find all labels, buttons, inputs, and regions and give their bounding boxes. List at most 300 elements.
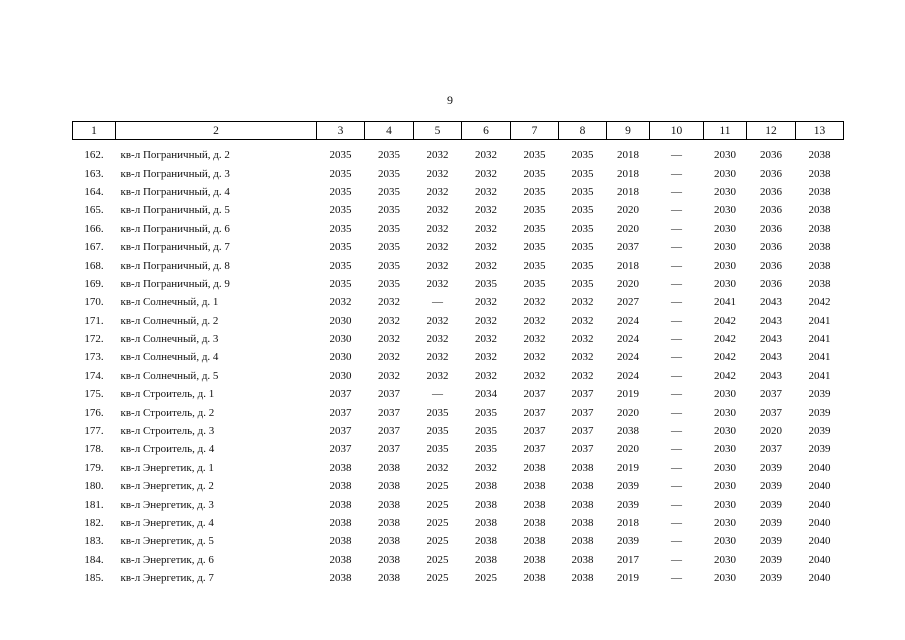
cell-col-7: 2038 (523, 535, 546, 548)
cell-col-10: — (671, 553, 682, 566)
table-row (73, 293, 844, 311)
cell-col-3: 2037 (329, 425, 352, 438)
cell-col-12: 2039 (760, 535, 782, 548)
cell-col-4: 2035 (378, 149, 400, 162)
cell-row-number: 180. (84, 480, 104, 493)
cell-col-10: — (671, 480, 682, 493)
cell-col-5: 2032 (426, 222, 449, 235)
cell-col-7: 2037 (523, 443, 546, 456)
column-header: 5 (414, 122, 462, 140)
table-row (73, 164, 844, 182)
table-row (73, 551, 844, 569)
cell-address: кв-л Солнечный, д. 2 (120, 314, 219, 327)
cell-address: кв-л Пограничный, д. 8 (120, 259, 230, 272)
cell-col-6: 2038 (475, 498, 497, 511)
cell-col-13: 2040 (808, 535, 831, 548)
cell-col-6: 2034 (475, 388, 497, 401)
cell-col-4: 2035 (378, 185, 400, 198)
cell-col-13: 2039 (808, 443, 831, 456)
cell-col-12: 2036 (760, 222, 782, 235)
cell-col-5: 2032 (426, 149, 449, 162)
cell-col-11: 2030 (714, 535, 736, 548)
cell-col-10: — (671, 443, 682, 456)
cell-col-13: 2042 (808, 296, 831, 309)
cell-address: кв-л Пограничный, д. 5 (120, 204, 230, 217)
cell-col-6: 2035 (475, 443, 497, 456)
cell-col-12: 2039 (760, 480, 782, 493)
column-header: 11 (704, 122, 747, 140)
cell-address: кв-л Пограничный, д. 3 (120, 167, 230, 180)
cell-col-12: 2039 (760, 517, 782, 529)
cell-col-10: — (671, 461, 682, 474)
cell-col-6: 2032 (475, 351, 497, 364)
table-row (73, 256, 844, 274)
cell-col-4: 2035 (378, 259, 400, 272)
cell-col-10: — (671, 333, 682, 346)
cell-col-13: 2038 (808, 222, 831, 235)
cell-col-13: 2040 (808, 480, 831, 493)
cell-col-5: 2032 (426, 369, 449, 382)
table-row (73, 403, 844, 421)
cell-address: кв-л Строитель, д. 1 (120, 388, 215, 401)
table-row (73, 348, 844, 366)
cell-col-13: 2040 (808, 517, 831, 529)
cell-col-10: — (671, 204, 682, 217)
cell-col-11: 2042 (714, 369, 736, 382)
cell-col-9: 2027 (617, 296, 639, 309)
cell-col-6: 2038 (475, 535, 497, 548)
cell-col-6: 2032 (475, 259, 497, 272)
cell-col-12: 2039 (760, 572, 782, 585)
cell-col-8: 2037 (571, 443, 594, 456)
cell-col-8: 2038 (571, 572, 594, 585)
table-row (73, 459, 844, 477)
cell-col-4: 2037 (378, 388, 400, 401)
cell-col-9: 2020 (617, 204, 639, 217)
cell-col-7: 2035 (523, 185, 546, 198)
cell-col-11: 2030 (714, 461, 736, 474)
column-header: 8 (559, 122, 607, 140)
table-row (73, 569, 844, 587)
cell-col-9: 2018 (617, 517, 639, 529)
cell-col-9: 2019 (617, 461, 639, 474)
cell-col-13: 2040 (808, 572, 831, 585)
table-row (73, 514, 844, 532)
cell-col-9: 2019 (617, 388, 639, 401)
cell-col-13: 2039 (808, 388, 831, 401)
cell-col-6: 2038 (475, 480, 497, 493)
cell-col-10: — (671, 222, 682, 235)
cell-col-7: 2035 (523, 259, 546, 272)
table-row (73, 440, 844, 458)
cell-col-8: 2032 (571, 333, 594, 346)
cell-col-3: 2038 (329, 517, 352, 529)
cell-row-number: 170. (84, 296, 104, 309)
cell-col-3: 2030 (329, 333, 352, 346)
cell-col-13: 2041 (808, 369, 831, 382)
cell-col-9: 2039 (617, 498, 639, 511)
cell-col-9: 2020 (617, 406, 639, 419)
cell-col-4: 2032 (378, 314, 400, 327)
column-header: 1 (73, 122, 116, 140)
cell-col-12: 2036 (760, 204, 782, 217)
cell-col-3: 2035 (329, 259, 352, 272)
cell-row-number: 181. (84, 498, 104, 511)
cell-col-7: 2032 (523, 314, 546, 327)
cell-address: кв-л Строитель, д. 2 (120, 406, 215, 419)
cell-address: кв-л Солнечный, д. 3 (120, 333, 219, 346)
cell-col-11: 2042 (714, 351, 736, 364)
cell-col-4: 2032 (378, 369, 400, 382)
cell-col-12: 2036 (760, 149, 782, 162)
cell-col-6: 2025 (475, 572, 497, 585)
cell-col-5: 2025 (426, 535, 449, 548)
cell-col-3: 2037 (329, 443, 352, 456)
cell-col-3: 2035 (329, 167, 352, 180)
cell-row-number: 177. (84, 425, 104, 438)
cell-col-5: 2025 (426, 517, 449, 529)
cell-col-3: 2030 (329, 314, 352, 327)
cell-col-6: 2035 (475, 425, 497, 438)
schedule-table (72, 121, 844, 587)
cell-col-6: 2032 (475, 461, 497, 474)
cell-col-3: 2038 (329, 572, 352, 585)
cell-col-13: 2040 (808, 498, 831, 511)
cell-col-6: 2032 (475, 241, 497, 254)
cell-col-7: 2038 (523, 553, 546, 566)
cell-col-3: 2038 (329, 535, 352, 548)
cell-col-7: 2032 (523, 296, 546, 309)
cell-col-3: 2032 (329, 296, 352, 309)
cell-col-10: — (671, 369, 682, 382)
cell-col-8: 2032 (571, 351, 594, 364)
cell-col-8: 2032 (571, 296, 594, 309)
cell-col-11: 2042 (714, 333, 736, 346)
cell-col-11: 2030 (714, 149, 736, 162)
cell-col-10: — (671, 425, 682, 438)
cell-col-9: 2018 (617, 185, 639, 198)
cell-col-13: 2041 (808, 314, 831, 327)
cell-col-5: — (432, 388, 443, 401)
cell-col-10: — (671, 388, 682, 401)
cell-col-8: 2035 (571, 259, 594, 272)
cell-col-13: 2038 (808, 185, 831, 198)
cell-col-4: 2035 (378, 222, 400, 235)
cell-col-11: 2030 (714, 222, 736, 235)
cell-col-8: 2037 (571, 406, 594, 419)
cell-col-6: 2038 (475, 553, 497, 566)
cell-col-4: 2035 (378, 204, 400, 217)
cell-row-number: 174. (84, 369, 104, 382)
cell-col-13: 2038 (808, 204, 831, 217)
cell-col-12: 2037 (760, 388, 782, 401)
cell-col-9: 2020 (617, 222, 639, 235)
cell-col-11: 2030 (714, 277, 736, 290)
cell-col-9: 2018 (617, 259, 639, 272)
cell-col-11: 2041 (714, 296, 736, 309)
cell-address: кв-л Энергетик, д. 5 (120, 535, 214, 548)
cell-col-8: 2038 (571, 461, 594, 474)
cell-col-5: 2035 (426, 443, 449, 456)
cell-col-9: 2024 (617, 333, 639, 346)
cell-address: кв-л Энергетик, д. 3 (120, 498, 214, 511)
page-number: 9 (447, 93, 453, 107)
cell-row-number: 164. (84, 185, 104, 198)
cell-col-4: 2038 (378, 517, 400, 529)
cell-col-10: — (671, 277, 682, 290)
column-header: 12 (747, 122, 796, 140)
cell-col-9: 2024 (617, 314, 639, 327)
cell-col-4: 2038 (378, 461, 400, 474)
cell-row-number: 183. (84, 535, 104, 548)
cell-col-9: 2017 (617, 553, 639, 566)
cell-col-10: — (671, 517, 682, 529)
cell-address: кв-л Энергетик, д. 4 (120, 517, 214, 529)
cell-col-12: 2043 (760, 314, 782, 327)
cell-col-12: 2039 (760, 553, 782, 566)
cell-col-3: 2030 (329, 369, 352, 382)
cell-col-3: 2038 (329, 480, 352, 493)
cell-col-7: 2035 (523, 167, 546, 180)
table-row (73, 275, 844, 293)
cell-col-4: 2038 (378, 480, 400, 493)
cell-col-5: 2032 (426, 241, 449, 254)
cell-address: кв-л Пограничный, д. 2 (120, 149, 230, 162)
cell-col-7: 2035 (523, 277, 546, 290)
cell-col-8: 2038 (571, 517, 594, 529)
cell-col-9: 2038 (617, 425, 639, 438)
cell-address: кв-л Пограничный, д. 4 (120, 185, 230, 198)
table-row (73, 330, 844, 348)
cell-row-number: 185. (84, 572, 104, 585)
cell-col-6: 2038 (475, 517, 497, 529)
cell-col-7: 2032 (523, 369, 546, 382)
cell-col-10: — (671, 351, 682, 364)
cell-col-13: 2041 (808, 351, 831, 364)
cell-row-number: 179. (84, 461, 104, 474)
cell-col-3: 2035 (329, 277, 352, 290)
cell-col-3: 2035 (329, 204, 352, 217)
cell-col-6: 2032 (475, 167, 497, 180)
cell-row-number: 167. (84, 241, 104, 254)
cell-col-4: 2037 (378, 425, 400, 438)
cell-col-8: 2035 (571, 277, 594, 290)
cell-col-9: 2039 (617, 480, 639, 493)
cell-row-number: 173. (84, 351, 104, 364)
cell-row-number: 165. (84, 204, 104, 217)
cell-row-number: 163. (84, 167, 104, 180)
cell-col-4: 2032 (378, 296, 400, 309)
cell-col-6: 2032 (475, 185, 497, 198)
cell-row-number: 182. (84, 517, 104, 529)
cell-col-10: — (671, 314, 682, 327)
cell-col-5: 2025 (426, 498, 449, 511)
cell-col-12: 2039 (760, 498, 782, 511)
cell-col-5: 2032 (426, 314, 449, 327)
cell-col-8: 2038 (571, 535, 594, 548)
cell-col-7: 2032 (523, 351, 546, 364)
table-row (73, 367, 844, 385)
cell-col-11: 2030 (714, 241, 736, 254)
cell-col-13: 2040 (808, 553, 831, 566)
cell-col-13: 2039 (808, 425, 831, 438)
cell-col-10: — (671, 149, 682, 162)
column-header: 9 (607, 122, 650, 140)
cell-col-6: 2035 (475, 277, 497, 290)
cell-address: кв-л Пограничный, д. 9 (120, 277, 230, 290)
cell-col-12: 2036 (760, 241, 782, 254)
cell-col-10: — (671, 498, 682, 511)
table-row (73, 422, 844, 440)
cell-col-10: — (671, 572, 682, 585)
cell-col-13: 2041 (808, 333, 831, 346)
cell-col-5: 2032 (426, 167, 449, 180)
cell-col-8: 2035 (571, 241, 594, 254)
cell-col-11: 2030 (714, 480, 736, 493)
cell-col-4: 2037 (378, 443, 400, 456)
cell-col-4: 2038 (378, 572, 400, 585)
cell-address: кв-л Энергетик, д. 1 (120, 461, 214, 474)
cell-col-7: 2038 (523, 572, 546, 585)
cell-col-4: 2032 (378, 333, 400, 346)
cell-col-9: 2024 (617, 369, 639, 382)
cell-col-3: 2035 (329, 241, 352, 254)
cell-col-10: — (671, 185, 682, 198)
cell-col-12: 2043 (760, 333, 782, 346)
cell-col-6: 2035 (475, 406, 497, 419)
cell-col-8: 2038 (571, 498, 594, 511)
cell-col-10: — (671, 296, 682, 309)
cell-col-4: 2035 (378, 241, 400, 254)
cell-row-number: 175. (84, 388, 104, 401)
cell-col-11: 2030 (714, 185, 736, 198)
cell-col-5: 2025 (426, 553, 449, 566)
header-row (73, 122, 844, 140)
cell-col-7: 2038 (523, 498, 546, 511)
cell-col-11: 2030 (714, 259, 736, 272)
cell-col-13: 2039 (808, 406, 831, 419)
cell-row-number: 184. (84, 553, 104, 566)
table-row (73, 385, 844, 403)
table-row (73, 312, 844, 330)
cell-col-12: 2043 (760, 296, 782, 309)
cell-col-5: 2025 (426, 572, 449, 585)
cell-col-11: 2030 (714, 167, 736, 180)
cell-col-8: 2032 (571, 369, 594, 382)
cell-col-13: 2038 (808, 149, 831, 162)
table-row (73, 201, 844, 219)
cell-address: кв-л Солнечный, д. 1 (120, 296, 219, 309)
cell-col-4: 2032 (378, 351, 400, 364)
cell-col-5: 2032 (426, 277, 449, 290)
cell-col-12: 2039 (760, 461, 782, 474)
cell-col-6: 2032 (475, 314, 497, 327)
cell-col-8: 2035 (571, 222, 594, 235)
cell-col-11: 2030 (714, 572, 736, 585)
cell-col-8: 2032 (571, 314, 594, 327)
table-row (73, 495, 844, 513)
cell-col-8: 2038 (571, 480, 594, 493)
cell-address: кв-л Энергетик, д. 7 (120, 572, 214, 585)
cell-col-8: 2035 (571, 204, 594, 217)
cell-address: кв-л Энергетик, д. 6 (120, 553, 214, 566)
cell-col-7: 2037 (523, 406, 546, 419)
cell-col-7: 2035 (523, 241, 546, 254)
cell-row-number: 172. (84, 333, 104, 346)
cell-col-3: 2030 (329, 351, 352, 364)
cell-col-3: 2037 (329, 406, 352, 419)
table-row (73, 532, 844, 550)
cell-col-6: 2032 (475, 333, 497, 346)
cell-col-9: 2020 (617, 443, 639, 456)
column-header: 10 (650, 122, 704, 140)
cell-col-9: 2020 (617, 277, 639, 290)
cell-col-9: 2024 (617, 351, 639, 364)
cell-col-7: 2035 (523, 149, 546, 162)
cell-col-5: 2032 (426, 333, 449, 346)
cell-col-5: 2032 (426, 204, 449, 217)
cell-col-7: 2038 (523, 461, 546, 474)
cell-address: кв-л Пограничный, д. 7 (120, 241, 230, 254)
cell-col-3: 2038 (329, 498, 352, 511)
column-header: 6 (462, 122, 511, 140)
cell-col-8: 2037 (571, 388, 594, 401)
cell-col-11: 2030 (714, 553, 736, 566)
cell-col-3: 2035 (329, 222, 352, 235)
cell-col-13: 2038 (808, 277, 831, 290)
cell-col-5: 2032 (426, 259, 449, 272)
cell-col-4: 2035 (378, 167, 400, 180)
cell-col-11: 2030 (714, 517, 736, 529)
cell-col-13: 2040 (808, 461, 831, 474)
cell-row-number: 166. (84, 222, 104, 235)
cell-col-6: 2032 (475, 204, 497, 217)
cell-col-5: — (432, 296, 443, 309)
cell-col-12: 2037 (760, 443, 782, 456)
cell-col-10: — (671, 167, 682, 180)
cell-col-7: 2037 (523, 388, 546, 401)
cell-col-7: 2035 (523, 204, 546, 217)
cell-col-8: 2035 (571, 185, 594, 198)
cell-col-6: 2032 (475, 222, 497, 235)
cell-col-9: 2018 (617, 149, 639, 162)
cell-col-11: 2030 (714, 498, 736, 511)
cell-col-6: 2032 (475, 296, 497, 309)
cell-col-11: 2030 (714, 443, 736, 456)
cell-col-7: 2038 (523, 480, 546, 493)
table-row (73, 220, 844, 238)
cell-col-7: 2038 (523, 517, 546, 529)
cell-col-10: — (671, 406, 682, 419)
table-row (73, 183, 844, 201)
cell-col-9: 2037 (617, 241, 639, 254)
cell-row-number: 176. (84, 406, 104, 419)
cell-col-13: 2038 (808, 259, 831, 272)
cell-col-12: 2020 (760, 425, 782, 438)
cell-col-5: 2035 (426, 406, 449, 419)
cell-col-7: 2035 (523, 222, 546, 235)
cell-col-5: 2032 (426, 461, 449, 474)
table-body (73, 140, 844, 588)
cell-col-7: 2037 (523, 425, 546, 438)
cell-col-5: 2025 (426, 480, 449, 493)
cell-row-number: 168. (84, 259, 104, 272)
column-header: 4 (365, 122, 414, 140)
cell-col-12: 2043 (760, 369, 782, 382)
cell-col-10: — (671, 259, 682, 272)
cell-col-10: — (671, 241, 682, 254)
cell-col-6: 2032 (475, 149, 497, 162)
